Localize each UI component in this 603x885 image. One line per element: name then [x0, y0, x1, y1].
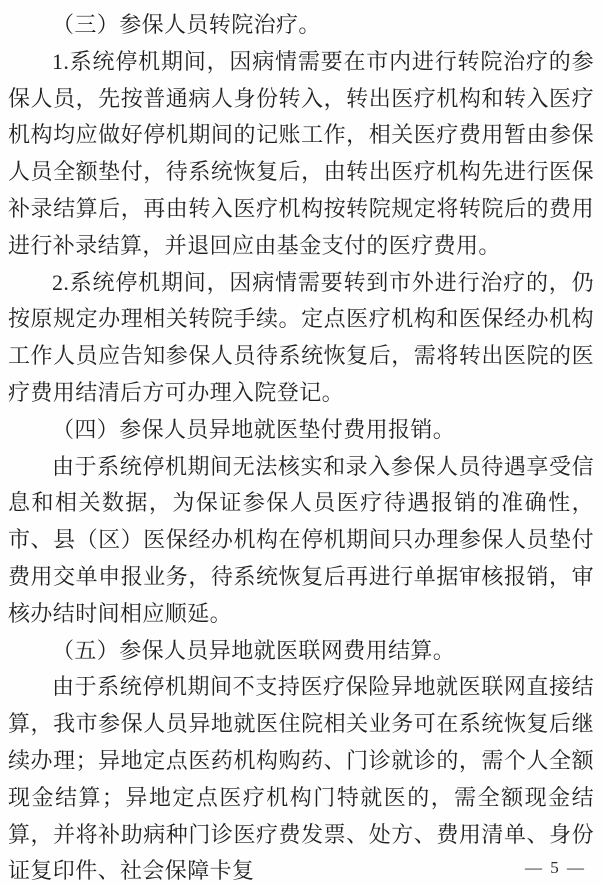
page-number: — 5 —	[525, 858, 586, 877]
paragraph: 由于系统停机期间不支持医疗保险异地就医联网直接结算，我市参保人员异地就医住院相关业务可在系统恢复后继续办理；异地定点医药机构购药、门诊就诊的，需个人全额现金结算；异地定点医疗机构门特就医的，需全额现金结算，并将补助病种门诊医疗费发票、处方、费用清单、身份证复印件、社会保障卡复	[8, 674, 594, 884]
document-body	[8, 7, 594, 885]
paragraph: 1.系统停机期间，因病情需要在市内进行转院治疗的参保人员，先按普通病人身份转入，转出医疗机构和转入医疗机构均应做好停机期间的记账工作，相关医疗费用暂由参保人员全额垫付，待系统恢复后，由转出医疗机构先进行医保补录结算后，再由转入医疗机构按转院规定将转院后的费用进行补录结算，并退回应由基金支付的医疗费用。	[8, 48, 594, 258]
section-heading: （四）参保人员异地就医垫付费用报销。	[52, 416, 456, 442]
paragraph: 由于系统停机期间无法核实和录入参保人员待遇享受信息和相关数据，为保证参保人员医疗待遇报销的准确性，市、县（区）医保经办机构在停机期间只办理参保人员垫付费用交单申报业务，待系统恢复后再进行单据审核报销，审核办结时间相应顺延。	[8, 453, 594, 626]
section-heading: （五）参保人员异地就医联网费用结算。	[52, 637, 456, 663]
section-heading: （三）参保人员转院治疗。	[52, 12, 321, 37]
paragraph: 2.系统停机期间，因病情需要转到市外进行治疗的，仍按原规定办理相关转院手续。定点医疗机构和医保经办机构工作人员应告知参保人员待系统恢复后，需将转出医院的医疗费用结清后方可办理入院登记。	[8, 269, 594, 405]
